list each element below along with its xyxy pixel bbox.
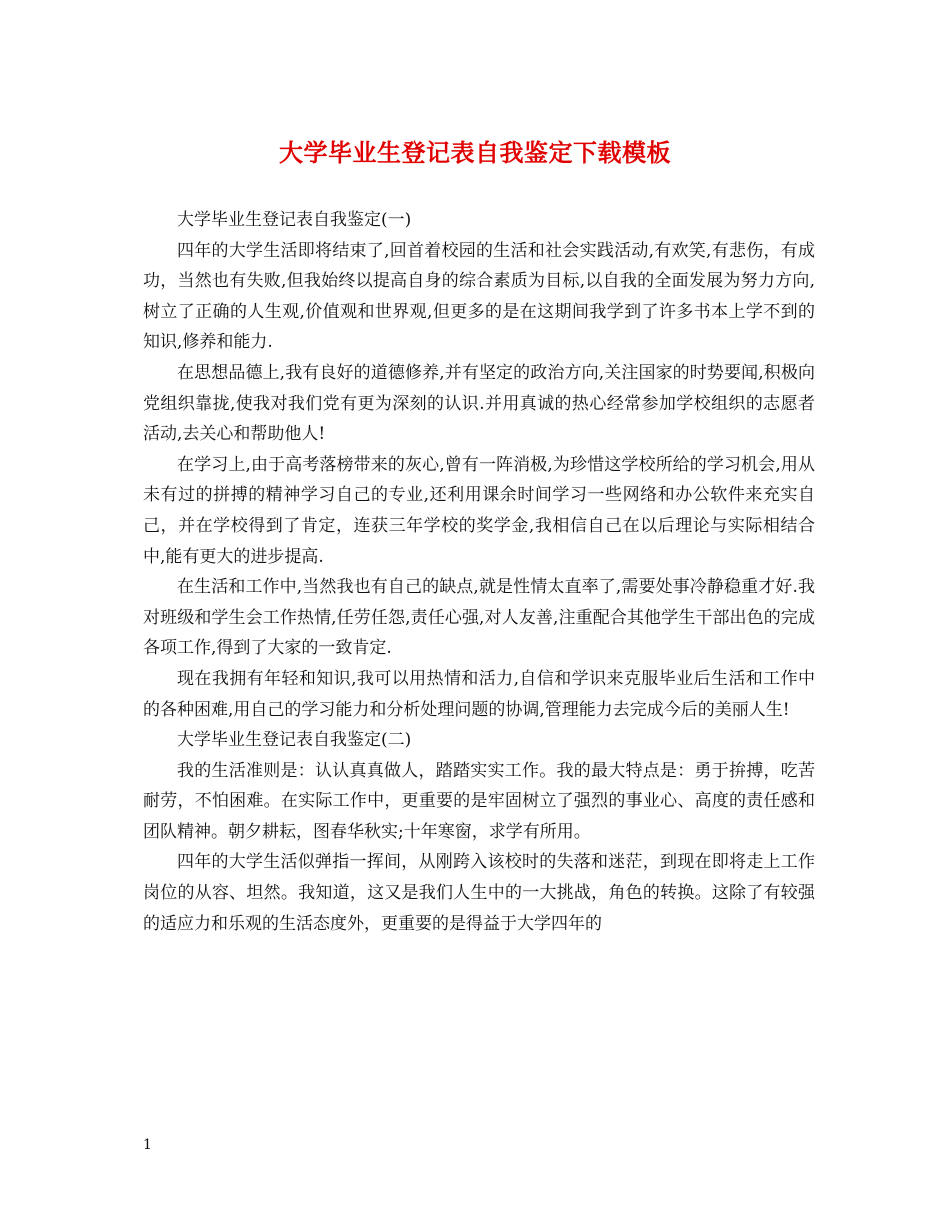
page-number: 1: [143, 1137, 152, 1153]
paragraph: 在生活和工作中,当然我也有自己的缺点,就是性情太直率了,需要处事冷静稳重才好.我对班级和学生会工作热情,任劳任怨,责任心强,对人友善,注重配合其他学生干部出色的完成各项工作,得到了大家的一致肯定.: [143, 577, 815, 659]
paragraph: 四年的大学生活似弹指一挥间，从刚跨入该校时的失落和迷茫，到现在即将走上工作岗位的从容、坦然。我知道，这又是我们人生中的一大挑战，角色的转换。这除了有较强的适应力和乐观的生活态度外，更重要的是得益于大学四年的: [143, 852, 815, 934]
paragraph-section-heading-2: 大学毕业生登记表自我鉴定(二): [177, 730, 412, 751]
paragraph: 四年的大学生活即将结束了,回首着校园的生活和社会实践活动,有欢笑,有悲伤，有成功，当然也有失败,但我始终以提高自身的综合素质为目标,以自我的全面发展为努力方向,树立了正确的人生观,价值观和世界观,但更多的是在这期间我学到了许多书本上学不到的知识,修养和能力.: [143, 240, 815, 353]
paragraph: 在学习上,由于高考落榜带来的灰心,曾有一阵消极,为珍惜这学校所给的学习机会,用从未有过的拼搏的精神学习自己的专业,还利用课余时间学习一些网络和办公软件来充实自己，并在学校得到了肯定，连获三年学校的奖学金,我相信自己在以后理论与实际相结合中,能有更大的进步提高.: [143, 454, 815, 567]
document-title: 大学毕业生登记表自我鉴定下载模板: [279, 138, 671, 167]
document-body: [143, 205, 815, 939]
paragraph: 现在我拥有年轻和知识,我可以用热情和活力,自信和学识来克服毕业后生活和工作中的各种困难,用自己的学习能力和分析处理问题的协调,管理能力去完成今后的美丽人生!: [143, 668, 815, 720]
paragraph-section-heading-1: 大学毕业生登记表自我鉴定(一): [177, 210, 412, 230]
paragraph: 我的生活准则是：认认真真做人，踏踏实实工作。我的最大特点是：勇于拚搏，吃苦耐劳，不怕困难。在实际工作中，更重要的是牢固树立了强烈的事业心、高度的责任感和团队精神。朝夕耕耘，图春华秋实;十年寒窗，求学有所用。: [143, 760, 815, 842]
paragraph: 在思想品德上,我有良好的道德修养,并有坚定的政治方向,关注国家的时势要闻,积极向党组织靠拢,使我对我们党有更为深刻的认识.并用真诚的热心经常参加学校组织的志愿者活动,去关心和帮助他人!: [143, 362, 815, 445]
